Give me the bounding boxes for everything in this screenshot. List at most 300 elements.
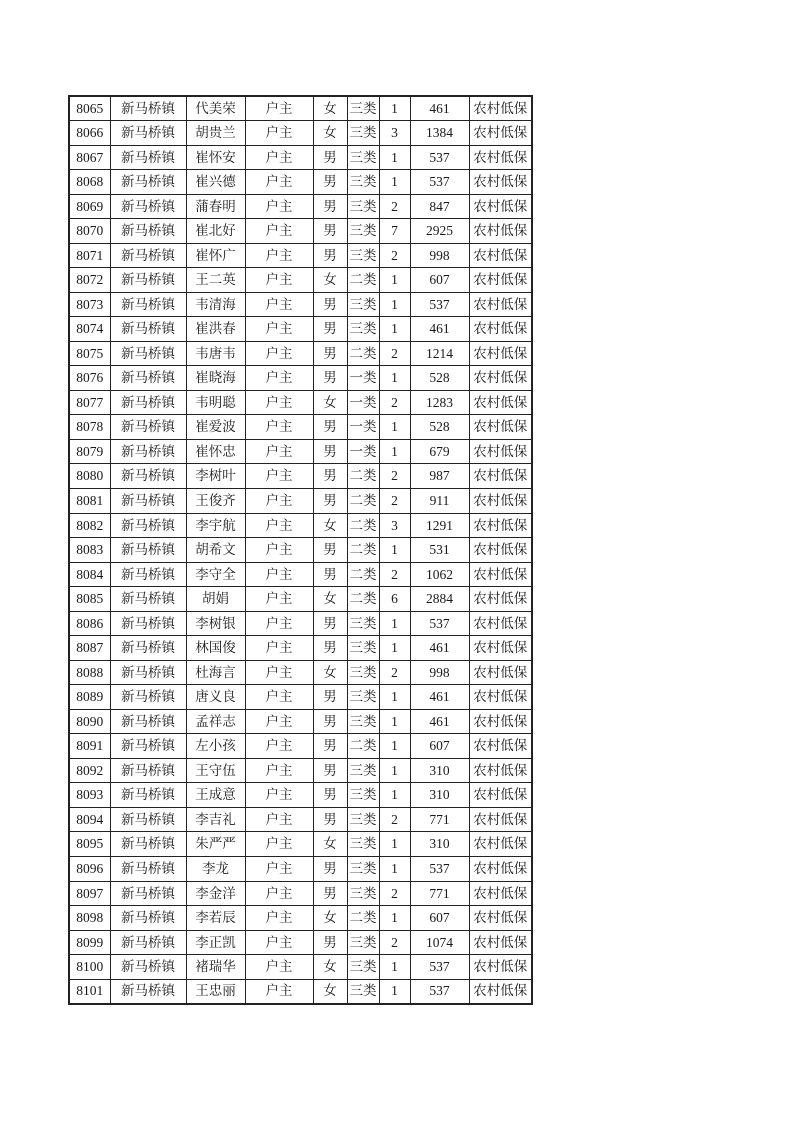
cell-relation: 户主 bbox=[245, 562, 313, 587]
table-row bbox=[69, 317, 532, 342]
cell-record-id: 8086 bbox=[69, 611, 110, 636]
cell-person-name: 崔怀忠 bbox=[186, 439, 245, 464]
cell-relation: 户主 bbox=[245, 292, 313, 317]
cell-category: 二类 bbox=[347, 341, 379, 366]
cell-relation: 户主 bbox=[245, 121, 313, 146]
cell-category: 三类 bbox=[347, 636, 379, 661]
cell-welfare-type: 农村低保 bbox=[469, 685, 532, 710]
cell-person-name: 胡希文 bbox=[186, 538, 245, 563]
cell-town: 新马桥镇 bbox=[110, 832, 186, 857]
table-row bbox=[69, 587, 532, 612]
cell-welfare-type: 农村低保 bbox=[469, 292, 532, 317]
table-row bbox=[69, 513, 532, 538]
cell-gender: 女 bbox=[313, 979, 347, 1004]
cell-person-count: 1 bbox=[379, 439, 410, 464]
cell-person-name: 李宇航 bbox=[186, 513, 245, 538]
cell-relation: 户主 bbox=[245, 538, 313, 563]
cell-person-name: 王二英 bbox=[186, 268, 245, 293]
cell-gender: 男 bbox=[313, 538, 347, 563]
cell-town: 新马桥镇 bbox=[110, 145, 186, 170]
cell-town: 新马桥镇 bbox=[110, 170, 186, 195]
cell-town: 新马桥镇 bbox=[110, 317, 186, 342]
cell-category: 三类 bbox=[347, 783, 379, 808]
table-row bbox=[69, 121, 532, 146]
table-row bbox=[69, 170, 532, 195]
cell-person-count: 2 bbox=[379, 807, 410, 832]
cell-town: 新马桥镇 bbox=[110, 219, 186, 244]
cell-welfare-type: 农村低保 bbox=[469, 366, 532, 391]
cell-amount: 461 bbox=[410, 96, 469, 121]
cell-welfare-type: 农村低保 bbox=[469, 906, 532, 931]
cell-relation: 户主 bbox=[245, 881, 313, 906]
cell-amount: 537 bbox=[410, 145, 469, 170]
cell-gender: 女 bbox=[313, 660, 347, 685]
cell-person-name: 孟祥志 bbox=[186, 709, 245, 734]
cell-category: 三类 bbox=[347, 121, 379, 146]
cell-person-name: 李金洋 bbox=[186, 881, 245, 906]
cell-relation: 户主 bbox=[245, 832, 313, 857]
table-row bbox=[69, 685, 532, 710]
cell-town: 新马桥镇 bbox=[110, 807, 186, 832]
cell-person-name: 李守全 bbox=[186, 562, 245, 587]
table-row bbox=[69, 979, 532, 1004]
cell-relation: 户主 bbox=[245, 464, 313, 489]
cell-record-id: 8068 bbox=[69, 170, 110, 195]
cell-amount: 528 bbox=[410, 366, 469, 391]
table-row bbox=[69, 906, 532, 931]
cell-town: 新马桥镇 bbox=[110, 856, 186, 881]
cell-amount: 310 bbox=[410, 783, 469, 808]
cell-welfare-type: 农村低保 bbox=[469, 562, 532, 587]
cell-town: 新马桥镇 bbox=[110, 979, 186, 1004]
cell-record-id: 8072 bbox=[69, 268, 110, 293]
cell-gender: 男 bbox=[313, 415, 347, 440]
cell-person-name: 李树银 bbox=[186, 611, 245, 636]
cell-welfare-type: 农村低保 bbox=[469, 145, 532, 170]
cell-person-count: 1 bbox=[379, 758, 410, 783]
cell-relation: 户主 bbox=[245, 96, 313, 121]
table-row bbox=[69, 660, 532, 685]
table-row bbox=[69, 562, 532, 587]
cell-amount: 461 bbox=[410, 685, 469, 710]
cell-town: 新马桥镇 bbox=[110, 292, 186, 317]
cell-record-id: 8073 bbox=[69, 292, 110, 317]
cell-person-count: 1 bbox=[379, 832, 410, 857]
table-row bbox=[69, 930, 532, 955]
table-row bbox=[69, 341, 532, 366]
cell-category: 三类 bbox=[347, 170, 379, 195]
cell-town: 新马桥镇 bbox=[110, 955, 186, 980]
table-row bbox=[69, 611, 532, 636]
cell-gender: 男 bbox=[313, 685, 347, 710]
cell-record-id: 8096 bbox=[69, 856, 110, 881]
cell-person-count: 2 bbox=[379, 930, 410, 955]
cell-amount: 537 bbox=[410, 856, 469, 881]
cell-category: 一类 bbox=[347, 415, 379, 440]
cell-amount: 847 bbox=[410, 194, 469, 219]
cell-category: 一类 bbox=[347, 366, 379, 391]
cell-town: 新马桥镇 bbox=[110, 341, 186, 366]
cell-amount: 537 bbox=[410, 979, 469, 1004]
cell-welfare-type: 农村低保 bbox=[469, 439, 532, 464]
cell-category: 三类 bbox=[347, 955, 379, 980]
cell-record-id: 8082 bbox=[69, 513, 110, 538]
cell-welfare-type: 农村低保 bbox=[469, 979, 532, 1004]
cell-category: 三类 bbox=[347, 881, 379, 906]
cell-category: 二类 bbox=[347, 464, 379, 489]
cell-town: 新马桥镇 bbox=[110, 562, 186, 587]
cell-record-id: 8079 bbox=[69, 439, 110, 464]
cell-person-name: 韦唐韦 bbox=[186, 341, 245, 366]
table-row bbox=[69, 489, 532, 514]
cell-record-id: 8083 bbox=[69, 538, 110, 563]
cell-person-name: 唐义良 bbox=[186, 685, 245, 710]
table-row bbox=[69, 538, 532, 563]
cell-person-count: 2 bbox=[379, 341, 410, 366]
table-row bbox=[69, 219, 532, 244]
cell-gender: 女 bbox=[313, 121, 347, 146]
cell-person-name: 林国俊 bbox=[186, 636, 245, 661]
cell-person-count: 1 bbox=[379, 415, 410, 440]
cell-gender: 女 bbox=[313, 832, 347, 857]
cell-gender: 男 bbox=[313, 317, 347, 342]
cell-person-name: 韦明聪 bbox=[186, 390, 245, 415]
cell-relation: 户主 bbox=[245, 317, 313, 342]
cell-gender: 男 bbox=[313, 562, 347, 587]
cell-person-count: 2 bbox=[379, 489, 410, 514]
cell-gender: 男 bbox=[313, 783, 347, 808]
cell-category: 三类 bbox=[347, 807, 379, 832]
cell-category: 一类 bbox=[347, 439, 379, 464]
cell-relation: 户主 bbox=[245, 856, 313, 881]
cell-person-count: 3 bbox=[379, 121, 410, 146]
cell-gender: 女 bbox=[313, 268, 347, 293]
cell-person-name: 崔怀安 bbox=[186, 145, 245, 170]
cell-record-id: 8069 bbox=[69, 194, 110, 219]
cell-person-count: 1 bbox=[379, 783, 410, 808]
table-row bbox=[69, 194, 532, 219]
cell-record-id: 8098 bbox=[69, 906, 110, 931]
cell-amount: 537 bbox=[410, 292, 469, 317]
cell-person-count: 1 bbox=[379, 317, 410, 342]
cell-amount: 461 bbox=[410, 317, 469, 342]
table-row bbox=[69, 96, 532, 121]
cell-record-id: 8097 bbox=[69, 881, 110, 906]
cell-category: 三类 bbox=[347, 930, 379, 955]
cell-welfare-type: 农村低保 bbox=[469, 268, 532, 293]
cell-amount: 987 bbox=[410, 464, 469, 489]
table-row bbox=[69, 415, 532, 440]
cell-relation: 户主 bbox=[245, 734, 313, 759]
cell-amount: 607 bbox=[410, 268, 469, 293]
cell-person-name: 韦清海 bbox=[186, 292, 245, 317]
cell-welfare-type: 农村低保 bbox=[469, 489, 532, 514]
cell-town: 新马桥镇 bbox=[110, 709, 186, 734]
cell-gender: 女 bbox=[313, 906, 347, 931]
cell-town: 新马桥镇 bbox=[110, 587, 186, 612]
cell-person-name: 胡娟 bbox=[186, 587, 245, 612]
cell-gender: 女 bbox=[313, 587, 347, 612]
cell-welfare-type: 农村低保 bbox=[469, 709, 532, 734]
cell-relation: 户主 bbox=[245, 906, 313, 931]
cell-person-count: 2 bbox=[379, 660, 410, 685]
cell-amount: 911 bbox=[410, 489, 469, 514]
cell-town: 新马桥镇 bbox=[110, 538, 186, 563]
cell-gender: 女 bbox=[313, 513, 347, 538]
cell-town: 新马桥镇 bbox=[110, 930, 186, 955]
cell-category: 三类 bbox=[347, 145, 379, 170]
table-row bbox=[69, 366, 532, 391]
cell-relation: 户主 bbox=[245, 170, 313, 195]
cell-amount: 2884 bbox=[410, 587, 469, 612]
cell-welfare-type: 农村低保 bbox=[469, 121, 532, 146]
cell-category: 二类 bbox=[347, 734, 379, 759]
cell-person-count: 1 bbox=[379, 709, 410, 734]
cell-person-count: 7 bbox=[379, 219, 410, 244]
cell-amount: 679 bbox=[410, 439, 469, 464]
cell-person-name: 李树叶 bbox=[186, 464, 245, 489]
table-row bbox=[69, 881, 532, 906]
cell-record-id: 8080 bbox=[69, 464, 110, 489]
cell-relation: 户主 bbox=[245, 145, 313, 170]
cell-category: 二类 bbox=[347, 562, 379, 587]
cell-category: 三类 bbox=[347, 96, 379, 121]
cell-gender: 男 bbox=[313, 856, 347, 881]
cell-amount: 461 bbox=[410, 636, 469, 661]
cell-amount: 607 bbox=[410, 734, 469, 759]
cell-town: 新马桥镇 bbox=[110, 685, 186, 710]
cell-person-name: 王成意 bbox=[186, 783, 245, 808]
cell-record-id: 8070 bbox=[69, 219, 110, 244]
cell-person-name: 崔怀广 bbox=[186, 243, 245, 268]
cell-town: 新马桥镇 bbox=[110, 783, 186, 808]
cell-town: 新马桥镇 bbox=[110, 390, 186, 415]
cell-person-name: 崔兴德 bbox=[186, 170, 245, 195]
cell-gender: 男 bbox=[313, 807, 347, 832]
table-row bbox=[69, 734, 532, 759]
cell-person-count: 2 bbox=[379, 243, 410, 268]
cell-relation: 户主 bbox=[245, 758, 313, 783]
cell-amount: 607 bbox=[410, 906, 469, 931]
cell-category: 一类 bbox=[347, 390, 379, 415]
cell-relation: 户主 bbox=[245, 390, 313, 415]
cell-person-count: 2 bbox=[379, 562, 410, 587]
cell-person-count: 1 bbox=[379, 170, 410, 195]
cell-record-id: 8087 bbox=[69, 636, 110, 661]
cell-record-id: 8078 bbox=[69, 415, 110, 440]
cell-person-count: 1 bbox=[379, 366, 410, 391]
cell-category: 二类 bbox=[347, 906, 379, 931]
table-row bbox=[69, 856, 532, 881]
cell-gender: 男 bbox=[313, 439, 347, 464]
cell-gender: 男 bbox=[313, 881, 347, 906]
cell-welfare-type: 农村低保 bbox=[469, 856, 532, 881]
cell-welfare-type: 农村低保 bbox=[469, 611, 532, 636]
cell-person-name: 崔晓海 bbox=[186, 366, 245, 391]
cell-welfare-type: 农村低保 bbox=[469, 513, 532, 538]
cell-person-count: 1 bbox=[379, 292, 410, 317]
cell-gender: 女 bbox=[313, 96, 347, 121]
cell-person-name: 王守伍 bbox=[186, 758, 245, 783]
cell-record-id: 8066 bbox=[69, 121, 110, 146]
cell-welfare-type: 农村低保 bbox=[469, 758, 532, 783]
cell-category: 三类 bbox=[347, 709, 379, 734]
cell-person-count: 1 bbox=[379, 538, 410, 563]
cell-person-count: 1 bbox=[379, 268, 410, 293]
cell-record-id: 8074 bbox=[69, 317, 110, 342]
cell-amount: 998 bbox=[410, 243, 469, 268]
cell-amount: 998 bbox=[410, 660, 469, 685]
cell-person-name: 崔北好 bbox=[186, 219, 245, 244]
cell-welfare-type: 农村低保 bbox=[469, 219, 532, 244]
cell-person-name: 李若辰 bbox=[186, 906, 245, 931]
cell-amount: 461 bbox=[410, 709, 469, 734]
cell-category: 二类 bbox=[347, 538, 379, 563]
cell-welfare-type: 农村低保 bbox=[469, 390, 532, 415]
cell-amount: 1283 bbox=[410, 390, 469, 415]
cell-record-id: 8065 bbox=[69, 96, 110, 121]
cell-welfare-type: 农村低保 bbox=[469, 415, 532, 440]
cell-amount: 771 bbox=[410, 807, 469, 832]
cell-town: 新马桥镇 bbox=[110, 513, 186, 538]
cell-relation: 户主 bbox=[245, 513, 313, 538]
cell-welfare-type: 农村低保 bbox=[469, 464, 532, 489]
cell-category: 三类 bbox=[347, 292, 379, 317]
table-row bbox=[69, 145, 532, 170]
cell-category: 三类 bbox=[347, 194, 379, 219]
cell-category: 三类 bbox=[347, 832, 379, 857]
cell-person-count: 3 bbox=[379, 513, 410, 538]
cell-town: 新马桥镇 bbox=[110, 758, 186, 783]
cell-record-id: 8093 bbox=[69, 783, 110, 808]
cell-relation: 户主 bbox=[245, 709, 313, 734]
cell-amount: 771 bbox=[410, 881, 469, 906]
cell-town: 新马桥镇 bbox=[110, 489, 186, 514]
cell-record-id: 8084 bbox=[69, 562, 110, 587]
cell-relation: 户主 bbox=[245, 194, 313, 219]
cell-category: 二类 bbox=[347, 268, 379, 293]
cell-town: 新马桥镇 bbox=[110, 660, 186, 685]
table-row bbox=[69, 439, 532, 464]
cell-record-id: 8090 bbox=[69, 709, 110, 734]
cell-town: 新马桥镇 bbox=[110, 194, 186, 219]
cell-amount: 537 bbox=[410, 611, 469, 636]
cell-gender: 男 bbox=[313, 611, 347, 636]
cell-gender: 男 bbox=[313, 930, 347, 955]
cell-welfare-type: 农村低保 bbox=[469, 538, 532, 563]
table-row bbox=[69, 709, 532, 734]
cell-amount: 1074 bbox=[410, 930, 469, 955]
cell-person-name: 李龙 bbox=[186, 856, 245, 881]
cell-category: 三类 bbox=[347, 243, 379, 268]
cell-amount: 1384 bbox=[410, 121, 469, 146]
cell-category: 三类 bbox=[347, 856, 379, 881]
cell-person-name: 杜海言 bbox=[186, 660, 245, 685]
cell-record-id: 8091 bbox=[69, 734, 110, 759]
cell-person-count: 1 bbox=[379, 734, 410, 759]
cell-person-count: 6 bbox=[379, 587, 410, 612]
cell-person-count: 1 bbox=[379, 145, 410, 170]
welfare-roster-table bbox=[68, 95, 533, 1005]
cell-town: 新马桥镇 bbox=[110, 611, 186, 636]
cell-relation: 户主 bbox=[245, 415, 313, 440]
cell-gender: 男 bbox=[313, 464, 347, 489]
cell-person-count: 1 bbox=[379, 96, 410, 121]
table-row bbox=[69, 636, 532, 661]
cell-relation: 户主 bbox=[245, 268, 313, 293]
table-body bbox=[69, 96, 532, 1004]
cell-relation: 户主 bbox=[245, 587, 313, 612]
cell-person-count: 2 bbox=[379, 881, 410, 906]
cell-town: 新马桥镇 bbox=[110, 415, 186, 440]
cell-amount: 1062 bbox=[410, 562, 469, 587]
cell-relation: 户主 bbox=[245, 489, 313, 514]
cell-amount: 537 bbox=[410, 955, 469, 980]
cell-amount: 537 bbox=[410, 170, 469, 195]
cell-person-name: 左小孩 bbox=[186, 734, 245, 759]
cell-category: 二类 bbox=[347, 587, 379, 612]
cell-person-count: 2 bbox=[379, 390, 410, 415]
cell-welfare-type: 农村低保 bbox=[469, 96, 532, 121]
cell-gender: 男 bbox=[313, 292, 347, 317]
cell-welfare-type: 农村低保 bbox=[469, 807, 532, 832]
table-row bbox=[69, 955, 532, 980]
cell-category: 三类 bbox=[347, 660, 379, 685]
cell-relation: 户主 bbox=[245, 219, 313, 244]
cell-record-id: 8092 bbox=[69, 758, 110, 783]
cell-gender: 男 bbox=[313, 243, 347, 268]
cell-person-name: 蒲春明 bbox=[186, 194, 245, 219]
cell-person-name: 代美荣 bbox=[186, 96, 245, 121]
cell-category: 三类 bbox=[347, 219, 379, 244]
cell-gender: 女 bbox=[313, 955, 347, 980]
cell-person-count: 1 bbox=[379, 906, 410, 931]
cell-amount: 531 bbox=[410, 538, 469, 563]
cell-relation: 户主 bbox=[245, 341, 313, 366]
cell-relation: 户主 bbox=[245, 439, 313, 464]
cell-amount: 310 bbox=[410, 758, 469, 783]
cell-amount: 1291 bbox=[410, 513, 469, 538]
cell-person-name: 胡贵兰 bbox=[186, 121, 245, 146]
cell-record-id: 8100 bbox=[69, 955, 110, 980]
cell-person-count: 2 bbox=[379, 464, 410, 489]
cell-town: 新马桥镇 bbox=[110, 243, 186, 268]
cell-person-name: 王俊齐 bbox=[186, 489, 245, 514]
cell-gender: 男 bbox=[313, 709, 347, 734]
cell-person-name: 李吉礼 bbox=[186, 807, 245, 832]
cell-gender: 男 bbox=[313, 219, 347, 244]
cell-relation: 户主 bbox=[245, 807, 313, 832]
cell-record-id: 8067 bbox=[69, 145, 110, 170]
cell-town: 新马桥镇 bbox=[110, 268, 186, 293]
cell-welfare-type: 农村低保 bbox=[469, 194, 532, 219]
cell-town: 新马桥镇 bbox=[110, 881, 186, 906]
cell-gender: 男 bbox=[313, 170, 347, 195]
cell-person-count: 1 bbox=[379, 856, 410, 881]
cell-town: 新马桥镇 bbox=[110, 439, 186, 464]
cell-relation: 户主 bbox=[245, 955, 313, 980]
cell-gender: 男 bbox=[313, 489, 347, 514]
cell-welfare-type: 农村低保 bbox=[469, 636, 532, 661]
cell-town: 新马桥镇 bbox=[110, 734, 186, 759]
cell-person-count: 2 bbox=[379, 194, 410, 219]
cell-record-id: 8077 bbox=[69, 390, 110, 415]
table-row bbox=[69, 243, 532, 268]
cell-welfare-type: 农村低保 bbox=[469, 881, 532, 906]
cell-record-id: 8094 bbox=[69, 807, 110, 832]
cell-person-name: 李正凯 bbox=[186, 930, 245, 955]
cell-person-name: 崔洪春 bbox=[186, 317, 245, 342]
